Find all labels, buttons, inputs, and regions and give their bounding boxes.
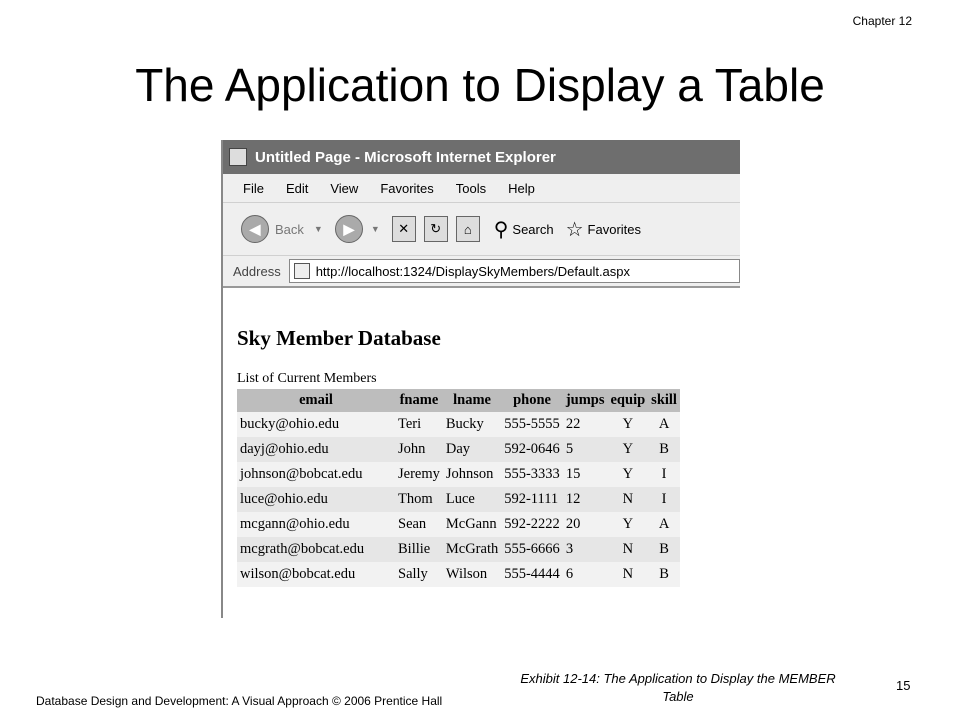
- table-cell-jumps: 6: [563, 562, 608, 587]
- menu-edit[interactable]: Edit: [285, 180, 309, 196]
- table-cell-phone: 555-5555: [501, 412, 563, 437]
- table-cell-skill: I: [648, 462, 680, 487]
- table-cell-skill: B: [648, 562, 680, 587]
- forward-button[interactable]: [335, 215, 380, 243]
- table-cell-fname: Sean: [395, 512, 443, 537]
- menu-bar: [223, 174, 740, 203]
- members-table: [237, 389, 680, 587]
- table-cell-fname: Billie: [395, 537, 443, 562]
- table-cell-fname: Teri: [395, 412, 443, 437]
- page-heading: Sky Member Database: [237, 326, 441, 350]
- table-cell-email: wilson@bobcat.edu: [237, 562, 395, 587]
- table-cell-lname: McGann: [443, 512, 501, 537]
- table-cell-jumps: 20: [563, 512, 608, 537]
- page-icon: [294, 263, 310, 279]
- page-number: 15: [896, 678, 911, 693]
- table-cell-skill: I: [648, 487, 680, 512]
- table-cell-lname: Day: [443, 437, 501, 462]
- url-input[interactable]: [289, 259, 740, 283]
- table-cell-fname: Sally: [395, 562, 443, 587]
- favorites-label: Favorites: [587, 221, 642, 237]
- table-row: [237, 512, 680, 537]
- back-arrow-icon: ◀: [241, 215, 269, 243]
- table-cell-email: bucky@ohio.edu: [237, 412, 395, 437]
- footer-text: Database Design and Development: A Visual Approach © 2006 Prentice Hall: [36, 694, 443, 708]
- table-cell-lname: Johnson: [443, 462, 501, 487]
- table-cell-equip: Y: [608, 412, 649, 437]
- favorites-button[interactable]: [566, 217, 641, 242]
- slide-title: The Application to Display a Table: [135, 59, 825, 111]
- column-header: lname: [443, 389, 501, 412]
- menu-help[interactable]: Help: [508, 180, 535, 196]
- column-header: skill: [648, 389, 680, 412]
- window-titlebar: [223, 140, 740, 174]
- column-header: fname: [395, 389, 443, 412]
- page-content: [223, 288, 740, 587]
- table-cell-lname: Luce: [443, 487, 501, 512]
- table-cell-equip: Y: [608, 437, 649, 462]
- star-icon: ☆: [565, 218, 584, 241]
- table-cell-equip: Y: [608, 512, 649, 537]
- table-cell-phone: 555-3333: [501, 462, 563, 487]
- table-cell-phone: 592-2222: [501, 512, 563, 537]
- back-button[interactable]: [241, 215, 323, 243]
- url-text: http://localhost:1324/DisplaySkyMembers/Default.aspx: [315, 263, 631, 279]
- chevron-down-icon: ▼: [370, 224, 380, 234]
- column-header: phone: [501, 389, 563, 412]
- table-cell-skill: B: [648, 537, 680, 562]
- table-cell-lname: Wilson: [443, 562, 501, 587]
- table-cell-equip: N: [608, 537, 649, 562]
- refresh-icon[interactable]: ↻: [424, 216, 448, 242]
- table-cell-skill: B: [648, 437, 680, 462]
- table-cell-jumps: 15: [563, 462, 608, 487]
- toolbar: [223, 203, 740, 256]
- table-cell-jumps: 3: [563, 537, 608, 562]
- forward-arrow-icon: ▶: [335, 215, 363, 243]
- table-cell-email: dayj@ohio.edu: [237, 437, 395, 462]
- table-cell-email: mcgann@ohio.edu: [237, 512, 395, 537]
- address-bar: [223, 256, 740, 288]
- table-cell-email: johnson@bobcat.edu: [237, 462, 395, 487]
- table-cell-phone: 592-0646: [501, 437, 563, 462]
- table-cell-equip: N: [608, 487, 649, 512]
- table-cell-jumps: 22: [563, 412, 608, 437]
- search-label: Search: [512, 221, 554, 237]
- search-button[interactable]: [494, 217, 554, 242]
- menu-file[interactable]: File: [243, 180, 264, 196]
- exhibit-caption: Exhibit 12-14: The Application to Display the MEMBER Table: [520, 671, 836, 704]
- window-title: Untitled Page - Microsoft Internet Explorer: [255, 148, 556, 166]
- table-row: [237, 537, 680, 562]
- table-cell-jumps: 5: [563, 437, 608, 462]
- table-cell-jumps: 12: [563, 487, 608, 512]
- table-row: [237, 487, 680, 512]
- table-cell-equip: Y: [608, 462, 649, 487]
- menu-view[interactable]: View: [330, 180, 359, 196]
- table-cell-fname: Jeremy: [395, 462, 443, 487]
- table-cell-fname: John: [395, 437, 443, 462]
- column-header: equip: [608, 389, 649, 412]
- table-cell-equip: N: [608, 562, 649, 587]
- ie-page-icon: [229, 148, 247, 166]
- table-row: [237, 412, 680, 437]
- column-header: jumps: [563, 389, 608, 412]
- table-caption: List of Current Members: [237, 371, 377, 386]
- browser-window: [221, 140, 740, 618]
- table-row: [237, 462, 680, 487]
- home-icon[interactable]: ⌂: [456, 216, 480, 242]
- table-header-row: [237, 389, 680, 412]
- search-icon: ⚲: [493, 218, 509, 241]
- table-cell-email: mcgrath@bobcat.edu: [237, 537, 395, 562]
- column-header: email: [237, 389, 395, 412]
- menu-favorites[interactable]: Favorites: [380, 180, 434, 196]
- table-cell-email: luce@ohio.edu: [237, 487, 395, 512]
- table-cell-phone: 592-1111: [501, 487, 563, 512]
- table-cell-lname: McGrath: [443, 537, 501, 562]
- table-row: [237, 562, 680, 587]
- table-cell-phone: 555-4444: [501, 562, 563, 587]
- chapter-label: Chapter 12: [852, 14, 912, 28]
- stop-icon[interactable]: ✕: [392, 216, 416, 242]
- table-cell-skill: A: [648, 512, 680, 537]
- menu-tools[interactable]: Tools: [455, 180, 487, 196]
- address-label: Address: [233, 263, 281, 279]
- chevron-down-icon: ▼: [313, 224, 323, 234]
- table-row: [237, 437, 680, 462]
- table-cell-lname: Bucky: [443, 412, 501, 437]
- back-label: Back: [275, 221, 304, 237]
- table-cell-fname: Thom: [395, 487, 443, 512]
- table-cell-skill: A: [648, 412, 680, 437]
- table-cell-phone: 555-6666: [501, 537, 563, 562]
